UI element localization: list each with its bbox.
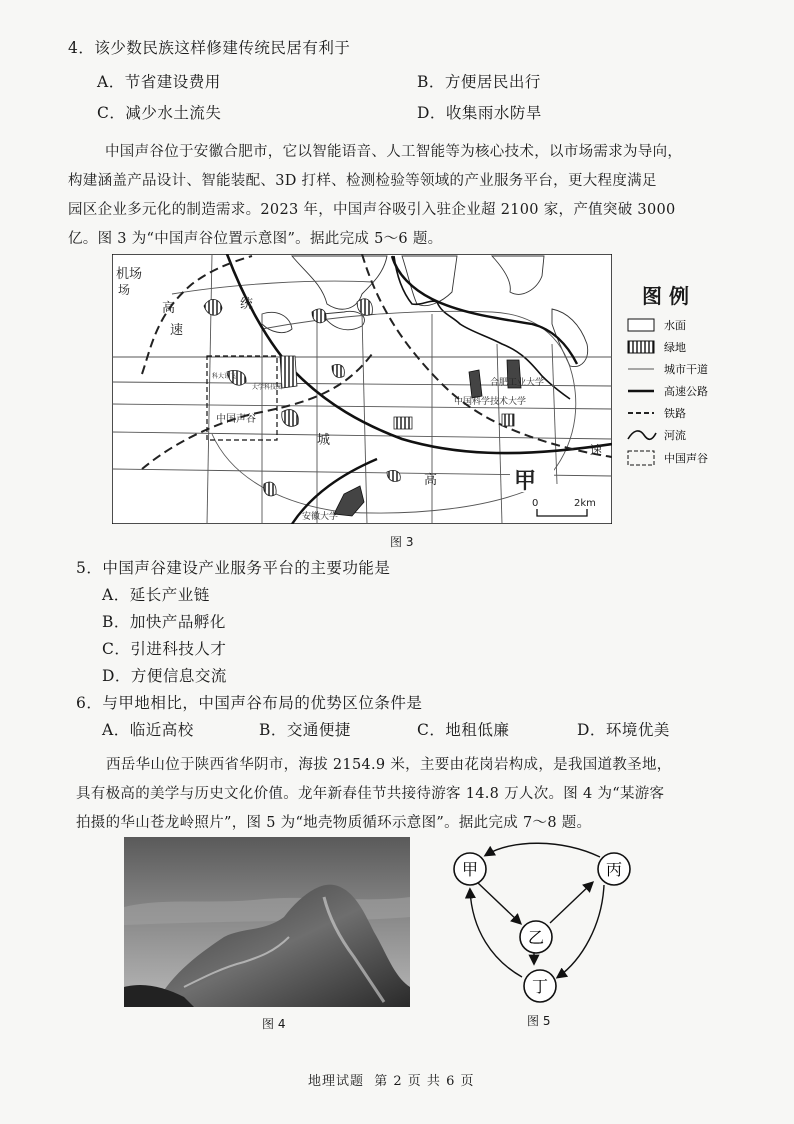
q5-option-a: A．延长产业链 [102,586,210,604]
q4-option-c: C．减少水土流失 [97,104,222,122]
legend-water: 水面 [664,319,686,332]
q5-option-d: D．方便信息交流 [102,667,227,685]
passage-line: 中国声谷位于安徽合肥市，它以智能语音、人工智能等为核心技术，以市场需求为导向， [105,144,683,160]
label-su-east: 速 [590,443,603,457]
legend-title: 图 例 [642,284,689,308]
q4-option-a: A．节省建设费用 [97,73,221,91]
passage-line: 构建涵盖产品设计、智能装配、3D 打样、检测检验等领域的产业服务平台，更大程度满足 [68,173,657,189]
passage-shenggu [68,138,773,254]
passage-line: 具有极高的美学与历史文化价值。龙年新春佳节共接待游客 14.8 万人次。图 4 为“某游客 [76,786,665,802]
q5-option-b: B．加快产品孵化 [102,613,226,631]
page-footer: 地理试题 第 2 页 共 6 页 [308,1074,475,1089]
legend-green: 绿地 [664,341,686,354]
q4-option-b: B．方便居民出行 [417,73,541,91]
map-legend [624,280,764,479]
svg-text:0: 0 [532,498,539,509]
huashan-photo [124,837,410,1007]
label-airport: 机场 [116,267,143,282]
label-small-park: 大学科技园 [252,384,283,391]
q6-option-d: D．环境优美 [577,721,670,739]
label-ustc: 中国科学技术大学 [454,397,527,407]
label-ahu: 安徽大学 [302,512,339,522]
q6-option-b: B．交通便捷 [259,721,351,739]
figure-3-caption: 图 3 [390,535,414,549]
label-chang: 场 [118,283,131,297]
q4-option-d: D．收集雨水防旱 [417,104,542,122]
q5-stem: 5．中国声谷建设产业服务平台的主要功能是 [76,559,391,577]
label-cheng: 城 [317,433,331,448]
label-jia: 甲 [514,469,537,494]
q5-option-c: C．引进科技人才 [102,640,227,658]
label-small-company: 科大讯飞 [212,373,237,380]
node-ding-label: 丁 [531,977,549,996]
label-tong: 统 [240,297,254,312]
passage-line: 亿。图 3 为“中国声谷位置示意图”。据此完成 5～6 题。 [68,231,443,247]
location-map [112,254,612,524]
figure-4-caption: 图 4 [262,1017,286,1031]
label-hfut: 合肥工业大学 [490,378,545,388]
passage-line: 园区企业多元化的制造需求。2023 年，中国声谷吸引入驻企业超 2100 家，产值突破 3000 [68,202,676,218]
passage-huashan [76,751,776,838]
passage-line: 拍摄的华山苍龙岭照片”，图 5 为“地壳物质循环示意图”。据此完成 7～8 题。 [76,815,592,831]
svg-text:2km: 2km [574,498,596,509]
node-jia-label: 甲 [461,860,479,879]
label-shenggu: 中国声谷 [216,414,256,425]
legend-highway: 高速公路 [664,385,708,398]
legend-symbols [624,315,764,475]
legend-shenggu: 中国声谷 [664,452,708,465]
label-su: 速 [170,323,184,338]
legend-river: 河流 [664,429,686,442]
label-gao: 高 [424,473,438,488]
node-bing-label: 丙 [605,860,623,879]
legend-rail: 铁路 [664,407,686,420]
passage-line: 西岳华山位于陕西省华阴市，海拔 2154.9 米，主要由花岗岩构成，是我国道教圣地， [106,757,672,773]
legend-road: 城市干道 [664,363,708,376]
node-yi-label: 乙 [527,928,545,947]
q6-stem: 6．与甲地相比，中国声谷布局的优势区位条件是 [76,694,423,712]
crust-cycle-diagram [442,835,652,1005]
q6-option-a: A．临近高校 [102,721,194,739]
q4-stem: 4．该少数民族这样修建传统民居有利于 [68,39,351,57]
label-expressway: 高 [162,301,176,316]
q6-option-c: C．地租低廉 [417,721,510,739]
figure-5-caption: 图 5 [527,1014,551,1028]
